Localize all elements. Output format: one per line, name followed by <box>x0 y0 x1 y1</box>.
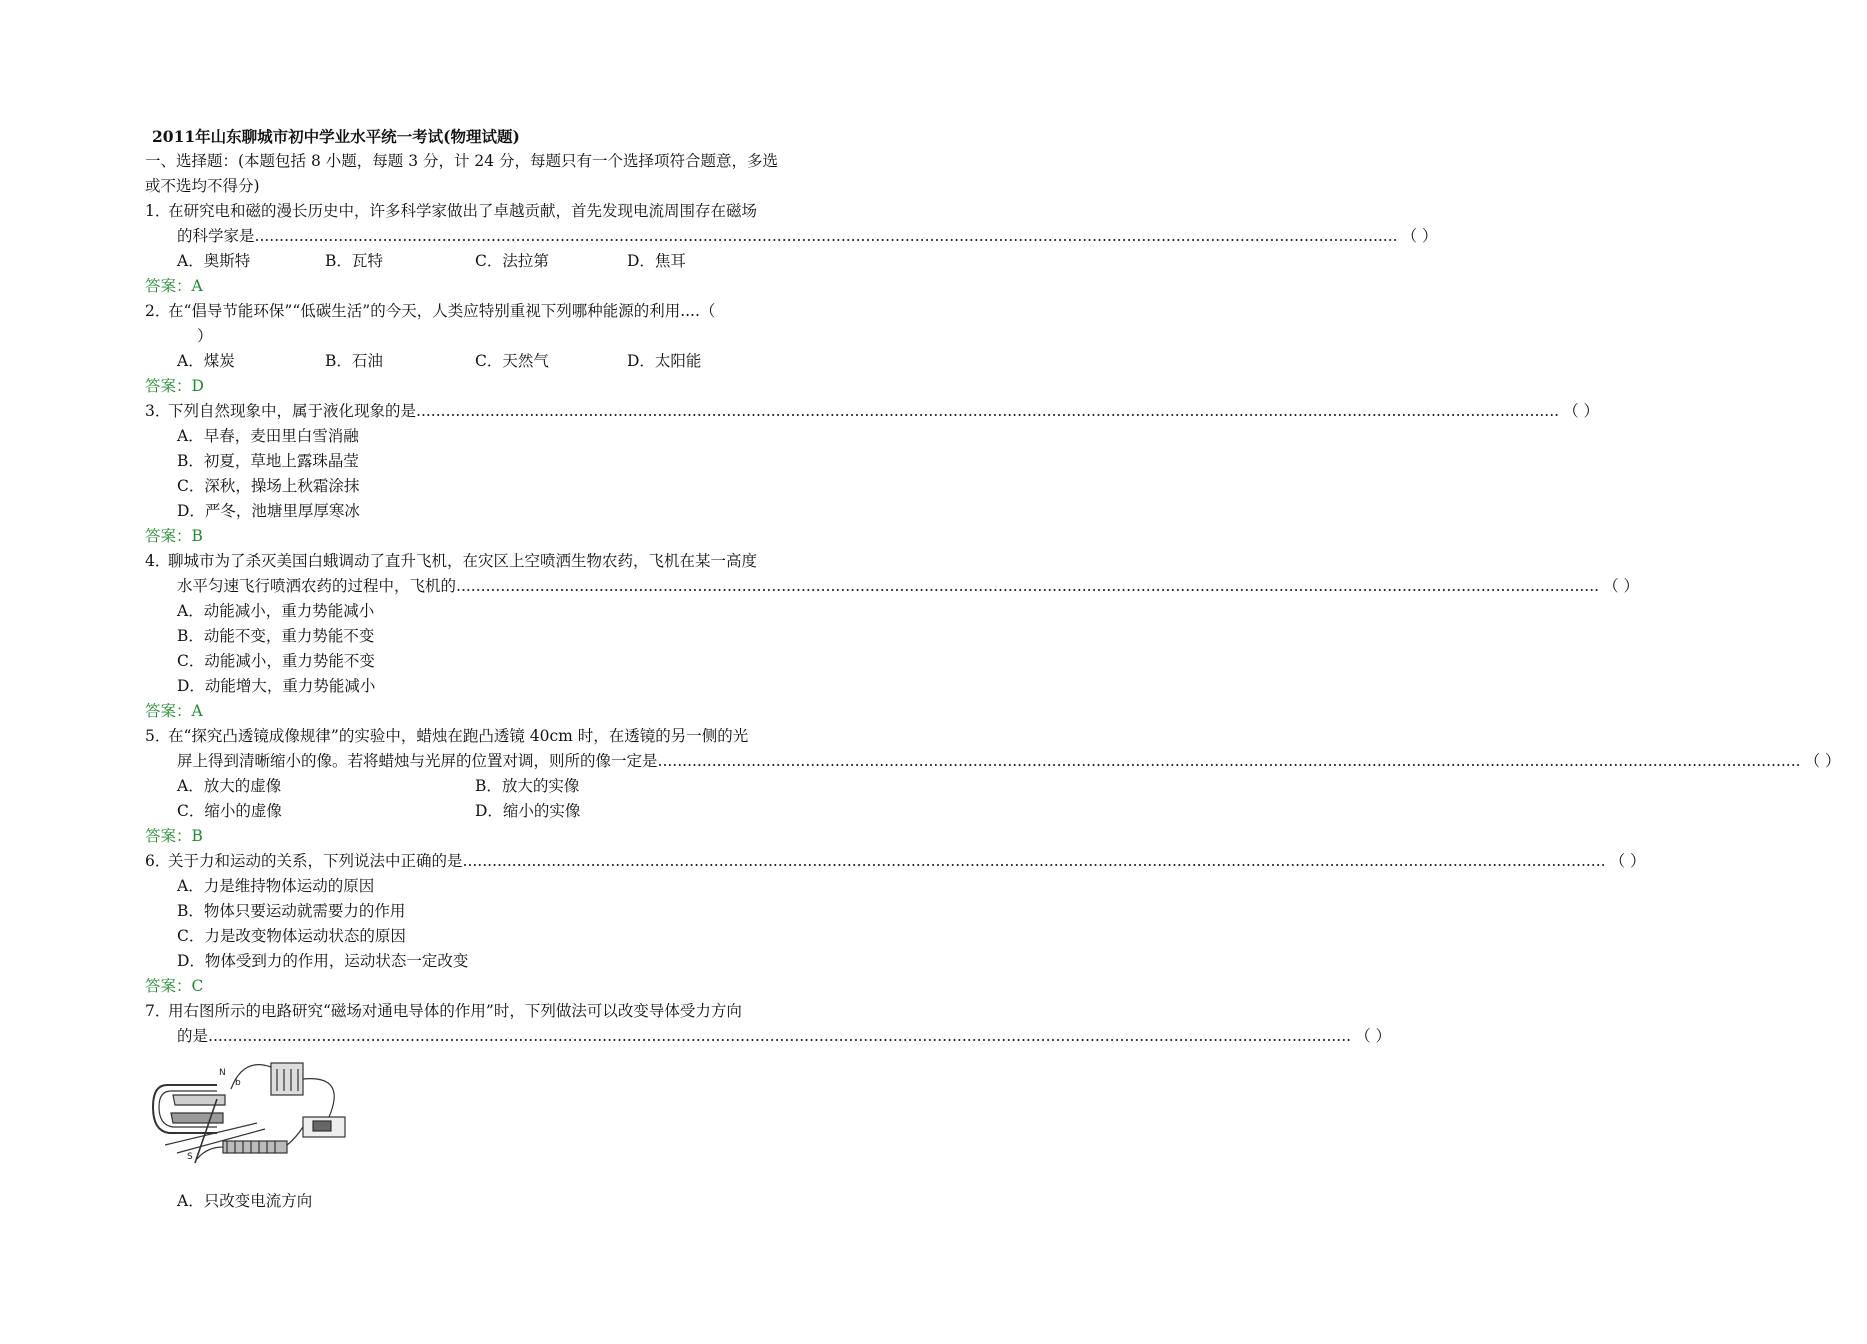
question-4-line2: 水平匀速飞行喷洒农药的过程中，飞机的 ........................................................................................................................................................................................................................................ （ ） <box>145 574 810 599</box>
option-d: D．缩小的实像 <box>475 802 581 820</box>
answer-paren: （ ） <box>1563 402 1600 420</box>
answer-paren: （ ） <box>1603 577 1640 595</box>
option-d: D．焦耳 <box>627 252 686 270</box>
leader-dots: ........................................................................................................................................................................................................................................ <box>254 227 1398 245</box>
question-1-line1: 1．在研究电和磁的漫长历史中，许多科学家做出了卓越贡献，首先发现电流周围存在磁场 <box>145 199 810 224</box>
question-3-answer: 答案：B <box>145 527 203 545</box>
option-d: D．动能增大，重力势能减小 <box>177 677 376 695</box>
question-5-line1: 5．在“探究凸透镜成像规律”的实验中，蜡烛在跑凸透镜 40cm 时，在透镜的另一侧的光 <box>145 724 810 749</box>
question-number: 6． <box>145 852 171 870</box>
option-c: C．天然气 <box>475 352 549 370</box>
option-c: C．法拉第 <box>475 252 549 270</box>
label-b: b <box>235 1078 241 1088</box>
section-instructions-line2: 或不选均不得分) <box>145 177 260 195</box>
question-6-answer: 答案：C <box>145 977 204 995</box>
question-2-line1: 2．在“倡导节能环保”“低碳生活”的今天，人类应特别重视下列哪种能源的利用....（ <box>145 299 810 324</box>
answer-paren: （ ） <box>1401 227 1438 245</box>
leader-dots: ........................................................................................................................................................................................................................................ <box>456 577 1600 595</box>
option-d: D．太阳能 <box>627 352 702 370</box>
question-5-line2: 屏上得到清晰缩小的像。若将蜡烛与光屏的位置对调，则所的像一定是 ........................................................................................................................................................................................................................................ （ ） <box>145 749 810 774</box>
conductor-rod <box>195 1099 217 1163</box>
question-4-answer: 答案：A <box>145 702 203 720</box>
option-d: D．物体受到力的作用，运动状态一定改变 <box>177 952 469 970</box>
question-2-answer: 答案：D <box>145 377 204 395</box>
question-number: 5． <box>145 727 171 745</box>
question-7-line2: 的是 ........................................................................................................................................................................................................................................ （ ） <box>145 1024 810 1049</box>
option-b: B．放大的实像 <box>475 777 580 795</box>
circuit-figure <box>147 1055 357 1173</box>
question-2-line2: ） <box>197 327 213 345</box>
question-number: 3． <box>145 402 171 420</box>
option-a: A．放大的虚像 <box>177 777 282 795</box>
question-6-line1: 6． 关于力和运动的关系，下列说法中正确的是 ........................................................................................................................................................................................................................................ （ ） <box>145 849 810 874</box>
question-number: 7． <box>145 1002 171 1020</box>
question-5-options-row1 <box>145 774 810 799</box>
option-c: C．动能减小，重力势能不变 <box>177 652 375 670</box>
option-c: C．深秋，操场上秋霜涂抹 <box>177 477 360 495</box>
question-3-line1: 3． 下列自然现象中，属于液化现象的是 ........................................................................................................................................................................................................................................ （ ） <box>145 399 810 424</box>
answer-paren: （ ） <box>1804 752 1841 770</box>
question-2-options <box>145 349 810 374</box>
option-a: A．力是维持物体运动的原因 <box>177 877 375 895</box>
option-b: B．初夏，草地上露珠晶莹 <box>177 452 359 470</box>
leader-dots: ........................................................................................................................................................................................................................................ <box>462 852 1606 870</box>
exam-page <box>145 124 1841 1214</box>
question-number: 2． <box>145 302 171 320</box>
option-b: B．动能不变，重力势能不变 <box>177 627 375 645</box>
option-a: A．奥斯特 <box>177 252 251 270</box>
question-1-line2: 的科学家是 ........................................................................................................................................................................................................................................ （ ） <box>145 224 810 249</box>
question-4-line1: 4．聊城市为了杀灭美国白蛾调动了直升飞机，在灾区上空喷洒生物农药，飞机在某一高度 <box>145 549 810 574</box>
question-number: 1． <box>145 202 171 220</box>
answer-paren: （ ） <box>1609 852 1646 870</box>
label-n: N <box>219 1068 226 1078</box>
exam-title: 2011年山东聊城市初中学业水平统一考试(物理试题) <box>152 127 520 146</box>
answer-paren: （ ） <box>1355 1027 1392 1045</box>
option-a: A．只改变电流方向 <box>177 1192 313 1210</box>
option-b: B．物体只要运动就需要力的作用 <box>177 902 406 920</box>
option-c: C．力是改变物体运动状态的原因 <box>177 927 406 945</box>
option-c: C．缩小的虚像 <box>177 802 282 820</box>
section-instructions-line1: 一、选择题：(本题包括 8 小题，每题 3 分，计 24 分，每题只有一个选择项符合题意，多选 <box>145 152 779 170</box>
option-b: B．瓦特 <box>325 252 383 270</box>
question-7-line1: 7．用右图所示的电路研究“磁场对通电导体的作用”时，下列做法可以改变导体受力方向 <box>145 999 810 1024</box>
question-number: 4． <box>145 552 171 570</box>
option-b: B．石油 <box>325 352 383 370</box>
option-a: A．动能减小，重力势能减小 <box>177 602 375 620</box>
label-s: S <box>187 1152 193 1162</box>
rheostat <box>223 1141 287 1153</box>
leader-dots: ........................................................................................................................................................................................................................................ <box>416 402 1560 420</box>
leader-dots: ........................................................................................................................................................................................................................................ <box>657 752 1801 770</box>
option-a: A．煤炭 <box>177 352 235 370</box>
option-a: A．早春，麦田里白雪消融 <box>177 427 359 445</box>
question-5-options-row2 <box>145 799 810 824</box>
option-d: D．严冬，池塘里厚厚寒冰 <box>177 502 360 520</box>
question-1-answer: 答案：A <box>145 277 203 295</box>
question-1-options <box>145 249 810 274</box>
question-5-answer: 答案：B <box>145 827 203 845</box>
leader-dots: ........................................................................................................................................................................................................................................ <box>208 1027 1352 1045</box>
